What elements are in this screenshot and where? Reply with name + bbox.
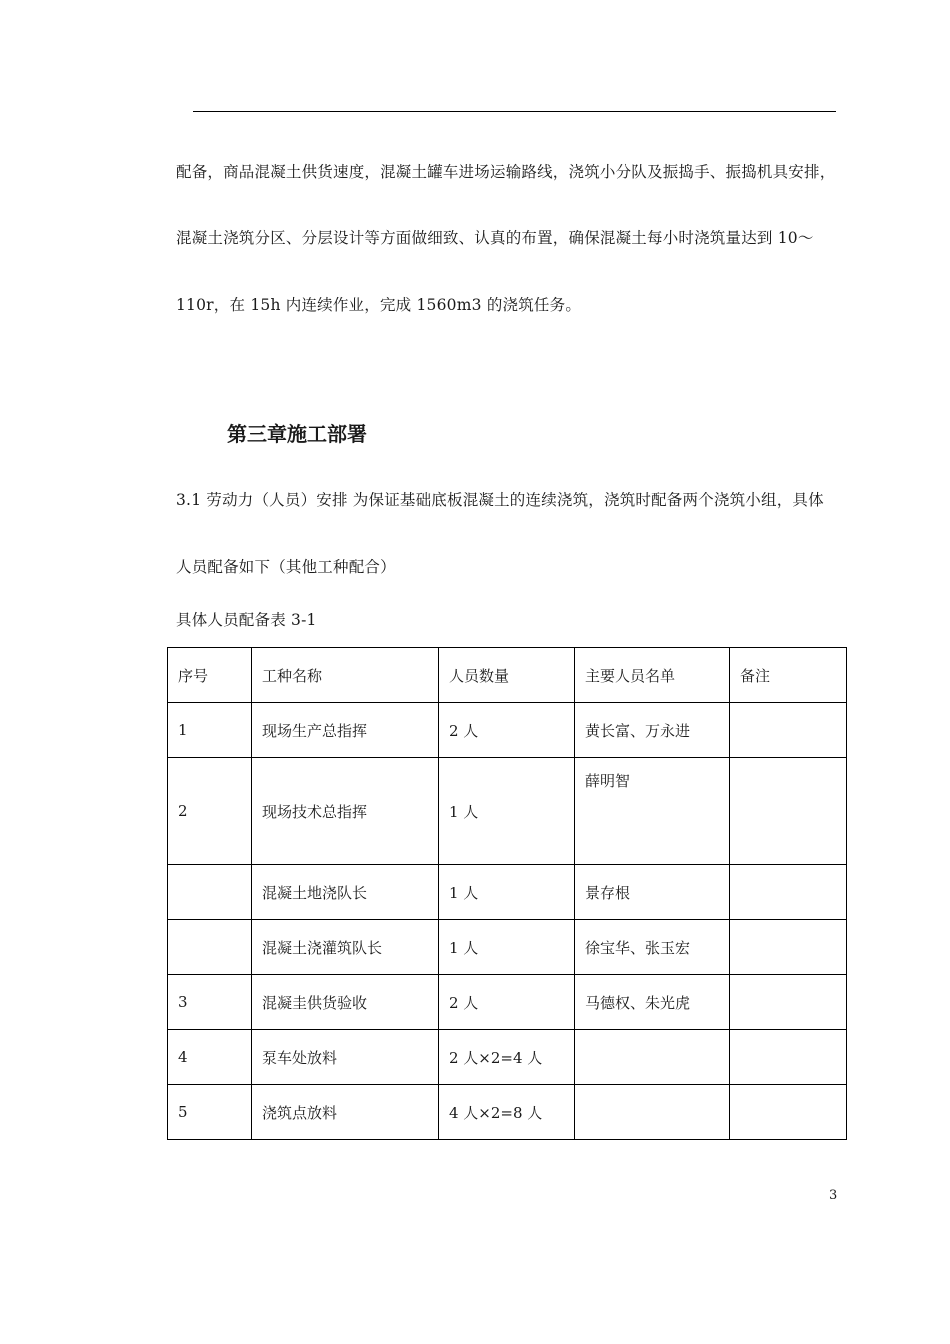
table-caption: 具体人员配备表 3-1 bbox=[176, 611, 317, 629]
table-cell bbox=[730, 975, 847, 1030]
table-cell: 现场技术总指挥 bbox=[252, 758, 439, 865]
table-cell: 4 bbox=[168, 1030, 252, 1085]
table-row bbox=[168, 758, 847, 865]
section-line-2: 人员配备如下（其他工种配合） bbox=[176, 558, 396, 576]
table-cell: 浇筑点放料 bbox=[252, 1085, 439, 1140]
table-cell bbox=[575, 1030, 730, 1085]
table-cell: 2 bbox=[168, 758, 252, 865]
table-cell bbox=[730, 1030, 847, 1085]
table-cell: 2 人×2=4 人 bbox=[439, 1030, 575, 1085]
staff-table bbox=[167, 647, 847, 1140]
body-line-3: 110r，在 15h 内连续作业，完成 1560m3 的浇筑任务。 bbox=[176, 296, 582, 314]
body-line-2: 混凝土浇筑分区、分层设计等方面做细致、认真的布置，确保混凝土每小时浇筑量达到 10～ bbox=[176, 229, 814, 247]
chapter-heading: 第三章施工部署 bbox=[227, 422, 367, 446]
table-cell: 5 bbox=[168, 1085, 252, 1140]
table-cell: 2 人 bbox=[439, 975, 575, 1030]
table-cell: 混凝土浇灌筑队长 bbox=[252, 920, 439, 975]
table-cell bbox=[730, 920, 847, 975]
table-row bbox=[168, 865, 847, 920]
table-cell bbox=[730, 758, 847, 865]
table-row bbox=[168, 1030, 847, 1085]
table-cell: 泵车处放料 bbox=[252, 1030, 439, 1085]
table-cell: 现场生产总指挥 bbox=[252, 703, 439, 758]
table-row bbox=[168, 703, 847, 758]
table-cell: 2 人 bbox=[439, 703, 575, 758]
page-number: 3 bbox=[829, 1188, 838, 1203]
table-cell: 薛明智 bbox=[575, 758, 730, 865]
header-cell: 备注 bbox=[730, 648, 847, 703]
table-cell bbox=[730, 703, 847, 758]
header-cell: 工种名称 bbox=[252, 648, 439, 703]
header-cell: 人员数量 bbox=[439, 648, 575, 703]
table-cell: 混凝圭供货验收 bbox=[252, 975, 439, 1030]
table-cell: 3 bbox=[168, 975, 252, 1030]
table-cell bbox=[168, 920, 252, 975]
table-header-row bbox=[168, 648, 847, 703]
table-cell: 马德权、朱光虎 bbox=[575, 975, 730, 1030]
table-cell: 4 人×2=8 人 bbox=[439, 1085, 575, 1140]
header-cell: 主要人员名单 bbox=[575, 648, 730, 703]
table-cell: 景存根 bbox=[575, 865, 730, 920]
table-row bbox=[168, 920, 847, 975]
table-cell: 1 人 bbox=[439, 865, 575, 920]
body-line-1: 配备，商品混凝土供货速度，混凝土罐车进场运输路线，浇筑小分队及振捣手、振捣机具安排， bbox=[176, 163, 836, 181]
table-cell: 1 人 bbox=[439, 920, 575, 975]
section-line-1: 3.1 劳动力（人员）安排 为保证基础底板混凝土的连续浇筑，浇筑时配备两个浇筑小组，具体 bbox=[176, 491, 824, 509]
header-rule bbox=[193, 111, 836, 112]
table-cell bbox=[575, 1085, 730, 1140]
table-row bbox=[168, 1085, 847, 1140]
table-cell bbox=[168, 865, 252, 920]
table-cell: 黄长富、万永进 bbox=[575, 703, 730, 758]
table-cell bbox=[730, 1085, 847, 1140]
table-cell: 1 bbox=[168, 703, 252, 758]
table-row bbox=[168, 975, 847, 1030]
table-cell: 徐宝华、张玉宏 bbox=[575, 920, 730, 975]
table-cell: 混凝土地浇队长 bbox=[252, 865, 439, 920]
table-cell bbox=[730, 865, 847, 920]
header-cell: 序号 bbox=[168, 648, 252, 703]
table-cell: 1 人 bbox=[439, 758, 575, 865]
